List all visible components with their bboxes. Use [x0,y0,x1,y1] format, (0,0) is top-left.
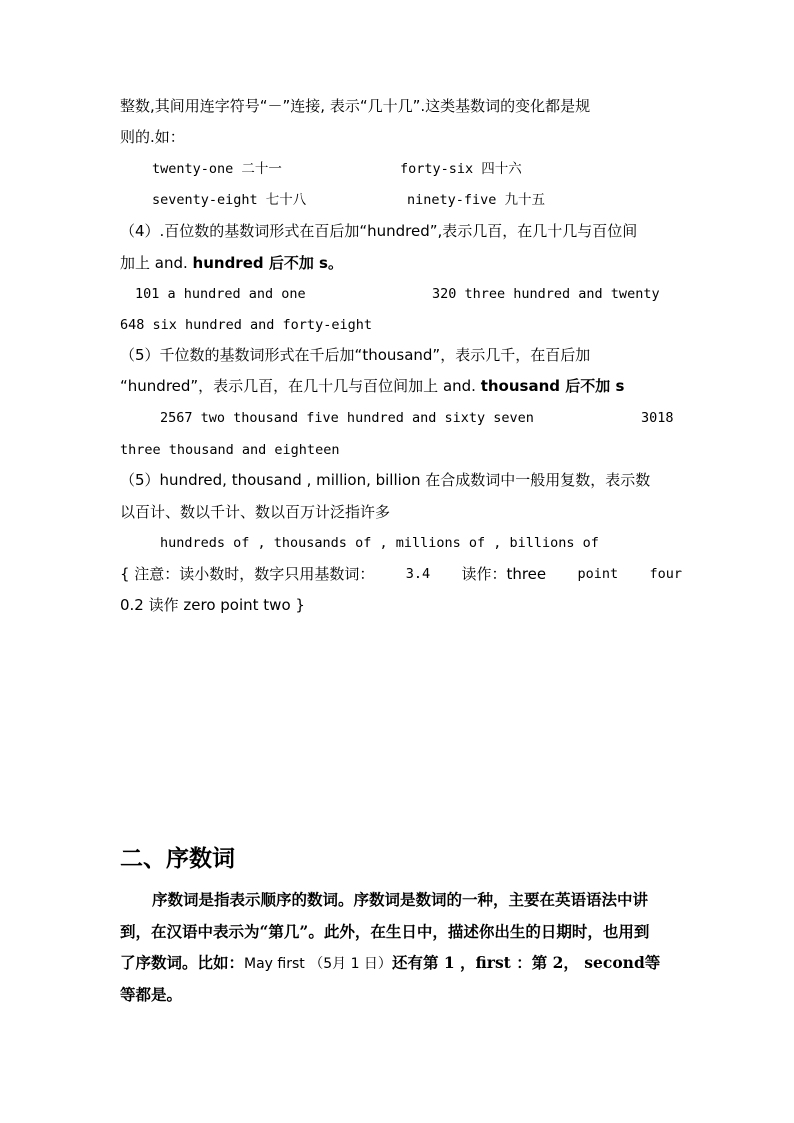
rule-4-bold-note: hundred 后不加 s。 [192,254,343,272]
example-101: 101 a hundred and one [135,286,306,302]
rule-4-line-2 [120,253,680,273]
note-four: four [649,566,682,582]
ordinal-para-line-2: 到，在汉语中表示为“第几”。此外，在生日中，描述你出生的日期时，也用到 [120,922,650,941]
example-3018-words: three thousand and eighteen [120,442,340,458]
example-2567: 2567 two thousand five hundred and sixty seven [160,410,534,426]
note-read-as: 读作：three [461,565,547,583]
example-plurals: hundreds of , thousands of , millions of , billions of [160,535,599,551]
rule-5b-line-1: （5）hundred, thousand , million, billion 在合成数词中一般用复数，表示数 [120,471,651,489]
note-text: { 注意：读小数时，数字只用基数词： [120,565,375,583]
section-heading-ordinal-numbers: 二、序数词 [120,845,235,872]
rule-5-line-2-text: “hundred”，表示几百，在几十几与百位间加上 and. [120,377,481,395]
ordinal-para-line-1: 序数词是指表示顺序的数词。序数词是数词的一种，主要在英语语法中讲 [152,890,649,909]
example-forty-six: forty-six 四十六 [400,161,522,177]
ordinal-para-line-3-d: first ：第 2， second [475,953,645,972]
note-point: point [577,566,619,582]
note-line-1 [120,564,682,584]
note-line-2: 0.2 读作 zero point two } [120,596,305,614]
example-320: 320 three hundred and twenty [432,286,660,302]
rule-4-line-1: （4）.百位数的基数词形式在百后加“hundred”,表示几百，在几十几与百位间 [120,222,638,240]
rule-4-line-2-text: 加上 and. [120,254,193,272]
example-ninety-five: ninety-five 九十五 [407,192,546,208]
example-3018-number: 3018 [641,410,674,426]
ordinal-para-line-3-a: 了序数词。比如： [120,953,245,972]
rule-5b-line-2: 以百计、数以千计、数以百万计泛指许多 [120,503,391,521]
ordinal-example-may-first: May first （5月 1 日） [244,956,392,972]
rule-5-line-2 [120,376,680,396]
example-648: 648 six hundred and forty-eight [120,317,372,333]
ordinal-para-line-4: 等都是。 [120,985,183,1004]
ordinal-para-line-3-e: 等 [644,953,661,972]
intro-line-1: 整数,其间用连字符号“－”连接, 表示“几十几”.这类基数词的变化都是规 [120,97,591,115]
intro-line-2: 则的.如： [120,128,185,146]
example-seventy-eight: seventy-eight 七十八 [152,192,307,208]
ordinal-para-line-3 [120,953,680,974]
rule-5-bold-note: thousand 后不加 s [480,377,625,395]
ordinal-para-line-3-c: 还有第 1 ， [391,953,476,972]
rule-5-line-1: （5）千位数的基数词形式在千后加“thousand”，表示几千，在百后加 [120,346,591,364]
note-number: 3.4 [405,566,431,582]
example-twenty-one: twenty-one 二十一 [152,161,282,177]
